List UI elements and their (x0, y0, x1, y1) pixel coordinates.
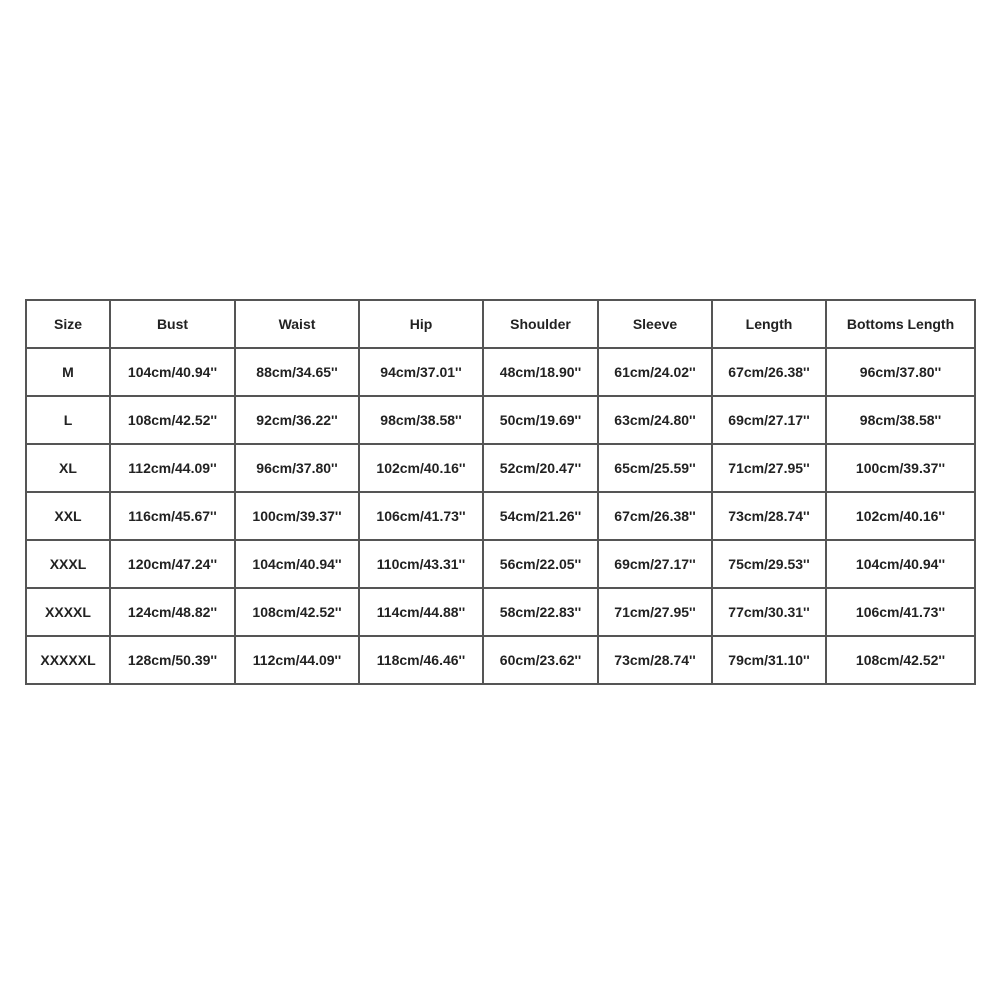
measurement-cell: 73cm/28.74'' (598, 636, 712, 684)
measurement-cell: 63cm/24.80'' (598, 396, 712, 444)
measurement-cell: 77cm/30.31'' (712, 588, 826, 636)
measurement-cell: 108cm/42.52'' (110, 396, 235, 444)
measurement-cell: 98cm/38.58'' (826, 396, 975, 444)
column-header-size: Size (26, 300, 110, 348)
measurement-cell: 116cm/45.67'' (110, 492, 235, 540)
column-header-hip: Hip (359, 300, 483, 348)
measurement-cell: 108cm/42.52'' (826, 636, 975, 684)
measurement-cell: 100cm/39.37'' (826, 444, 975, 492)
table-row (26, 492, 975, 540)
measurement-cell: 92cm/36.22'' (235, 396, 359, 444)
measurement-cell: 50cm/19.69'' (483, 396, 598, 444)
measurement-cell: 54cm/21.26'' (483, 492, 598, 540)
measurement-cell: 98cm/38.58'' (359, 396, 483, 444)
measurement-cell: 104cm/40.94'' (235, 540, 359, 588)
measurement-cell: 118cm/46.46'' (359, 636, 483, 684)
measurement-cell: 71cm/27.95'' (712, 444, 826, 492)
measurement-cell: 61cm/24.02'' (598, 348, 712, 396)
measurement-cell: 71cm/27.95'' (598, 588, 712, 636)
size-chart-table (25, 299, 976, 685)
size-label-cell: M (26, 348, 110, 396)
size-label-cell: L (26, 396, 110, 444)
measurement-cell: 106cm/41.73'' (359, 492, 483, 540)
measurement-cell: 69cm/27.17'' (712, 396, 826, 444)
measurement-cell: 69cm/27.17'' (598, 540, 712, 588)
measurement-cell: 104cm/40.94'' (826, 540, 975, 588)
measurement-cell: 94cm/37.01'' (359, 348, 483, 396)
size-label-cell: XXXXL (26, 588, 110, 636)
size-chart-body (26, 348, 975, 684)
column-header-sleeve: Sleeve (598, 300, 712, 348)
measurement-cell: 52cm/20.47'' (483, 444, 598, 492)
table-row (26, 636, 975, 684)
measurement-cell: 56cm/22.05'' (483, 540, 598, 588)
measurement-cell: 110cm/43.31'' (359, 540, 483, 588)
column-header-waist: Waist (235, 300, 359, 348)
table-row (26, 540, 975, 588)
measurement-cell: 58cm/22.83'' (483, 588, 598, 636)
measurement-cell: 106cm/41.73'' (826, 588, 975, 636)
column-header-bottoms-length: Bottoms Length (826, 300, 975, 348)
measurement-cell: 108cm/42.52'' (235, 588, 359, 636)
measurement-cell: 65cm/25.59'' (598, 444, 712, 492)
measurement-cell: 73cm/28.74'' (712, 492, 826, 540)
measurement-cell: 67cm/26.38'' (712, 348, 826, 396)
measurement-cell: 96cm/37.80'' (826, 348, 975, 396)
measurement-cell: 60cm/23.62'' (483, 636, 598, 684)
measurement-cell: 88cm/34.65'' (235, 348, 359, 396)
size-chart-header (26, 300, 975, 348)
measurement-cell: 128cm/50.39'' (110, 636, 235, 684)
measurement-cell: 102cm/40.16'' (359, 444, 483, 492)
measurement-cell: 96cm/37.80'' (235, 444, 359, 492)
measurement-cell: 112cm/44.09'' (110, 444, 235, 492)
measurement-cell: 112cm/44.09'' (235, 636, 359, 684)
table-row (26, 396, 975, 444)
table-row (26, 444, 975, 492)
measurement-cell: 100cm/39.37'' (235, 492, 359, 540)
size-label-cell: XXL (26, 492, 110, 540)
measurement-cell: 102cm/40.16'' (826, 492, 975, 540)
table-row (26, 348, 975, 396)
column-header-bust: Bust (110, 300, 235, 348)
header-row (26, 300, 975, 348)
measurement-cell: 104cm/40.94'' (110, 348, 235, 396)
table-row (26, 588, 975, 636)
measurement-cell: 75cm/29.53'' (712, 540, 826, 588)
size-label-cell: XL (26, 444, 110, 492)
measurement-cell: 120cm/47.24'' (110, 540, 235, 588)
measurement-cell: 67cm/26.38'' (598, 492, 712, 540)
column-header-shoulder: Shoulder (483, 300, 598, 348)
size-label-cell: XXXXXL (26, 636, 110, 684)
size-label-cell: XXXL (26, 540, 110, 588)
measurement-cell: 124cm/48.82'' (110, 588, 235, 636)
measurement-cell: 48cm/18.90'' (483, 348, 598, 396)
measurement-cell: 79cm/31.10'' (712, 636, 826, 684)
column-header-length: Length (712, 300, 826, 348)
measurement-cell: 114cm/44.88'' (359, 588, 483, 636)
